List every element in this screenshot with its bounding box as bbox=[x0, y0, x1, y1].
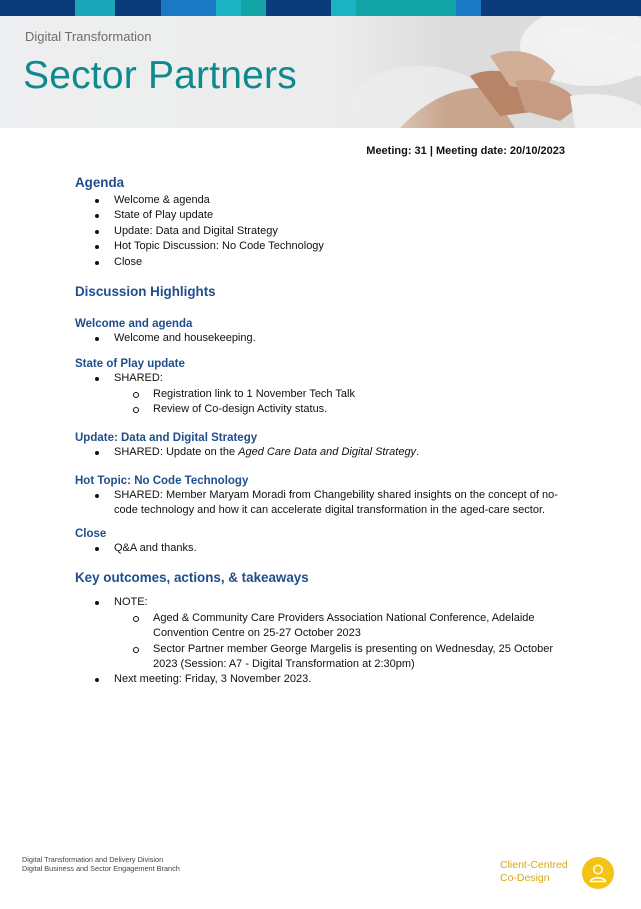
no-code-list bbox=[75, 488, 565, 519]
sub-list-item: Review of Co-design Activity status. bbox=[75, 402, 565, 417]
list-item: NOTE: bbox=[75, 595, 565, 610]
strip-segment bbox=[75, 0, 115, 16]
list-item: Next meeting: Friday, 3 November 2023. bbox=[75, 672, 565, 687]
agenda-heading: Agenda bbox=[75, 175, 125, 190]
strip-segment bbox=[456, 0, 481, 16]
item-text: . bbox=[416, 445, 420, 458]
welcome-list bbox=[75, 331, 565, 346]
discussion-heading: Discussion Highlights bbox=[75, 284, 216, 300]
document-body bbox=[75, 175, 565, 688]
list-item: Q&A and thanks. bbox=[75, 541, 565, 556]
list-item: Welcome & agenda bbox=[75, 193, 565, 208]
header-color-strip bbox=[0, 0, 641, 16]
item-line: Aged & Community Care Providers Association National Conference, Adelaide bbox=[153, 611, 535, 624]
list-item bbox=[75, 488, 565, 519]
list-item: Welcome and housekeeping. bbox=[75, 331, 565, 346]
state-of-play-subheading: State of Play update bbox=[75, 358, 185, 371]
page-title: Sector Partners bbox=[23, 54, 297, 97]
outcomes-heading: Key outcomes, actions, & takeaways bbox=[75, 570, 309, 586]
strip-segment bbox=[481, 0, 641, 16]
welcome-subheading: Welcome and agenda bbox=[75, 318, 193, 331]
page-kicker: Digital Transformation bbox=[25, 29, 152, 44]
list-item: Close bbox=[75, 255, 565, 270]
strategy-title: Aged Care Data and Digital Strategy bbox=[238, 445, 417, 458]
close-list bbox=[75, 541, 565, 556]
brand-line: Client-Centred bbox=[500, 859, 568, 871]
sub-list-item bbox=[75, 611, 565, 642]
list-item: SHARED: bbox=[75, 371, 565, 386]
item-line: SHARED: Member Maryam Moradi from Changebility shared insights on the concept of no- bbox=[114, 489, 558, 502]
outcomes-list bbox=[75, 595, 565, 687]
no-code-subheading: Hot Topic: No Code Technology bbox=[75, 475, 249, 488]
hands-together-photo bbox=[340, 16, 641, 128]
list-item: Hot Topic Discussion: No Code Technology bbox=[75, 239, 565, 254]
list-item bbox=[75, 445, 565, 460]
list-item: Update: Data and Digital Strategy bbox=[75, 224, 565, 239]
item-line: Sector Partner member George Margelis is presenting on Wednesday, 25 October bbox=[153, 642, 554, 655]
item-text: SHARED: Update on the bbox=[114, 445, 239, 458]
strip-segment bbox=[331, 0, 356, 16]
strip-segment bbox=[161, 0, 216, 16]
close-subheading: Close bbox=[75, 527, 107, 540]
header-banner bbox=[0, 16, 641, 128]
meeting-info: Meeting: 31 | Meeting date: 20/10/2023 bbox=[366, 145, 565, 157]
footer-org bbox=[22, 855, 180, 873]
strip-segment bbox=[0, 0, 75, 16]
item-line: Convention Centre on 25-27 October 2023 bbox=[153, 627, 361, 640]
data-strategy-subheading: Update: Data and Digital Strategy bbox=[75, 431, 258, 444]
footer-branch: Digital Business and Sector Engagement Branch bbox=[22, 864, 180, 873]
strip-segment bbox=[266, 0, 331, 16]
data-strategy-list bbox=[75, 445, 565, 460]
sub-list-item bbox=[75, 642, 565, 673]
strip-segment bbox=[115, 0, 161, 16]
brand-line: Co-Design bbox=[500, 872, 550, 884]
list-item: State of Play update bbox=[75, 208, 565, 223]
strip-segment bbox=[216, 0, 241, 16]
sub-list-item: Registration link to 1 November Tech Talk bbox=[75, 387, 565, 402]
state-of-play-list bbox=[75, 371, 565, 417]
strip-segment bbox=[356, 0, 456, 16]
agenda-list bbox=[75, 193, 565, 270]
strip-segment bbox=[241, 0, 266, 16]
person-icon bbox=[582, 857, 614, 889]
footer-division: Digital Transformation and Delivery Division bbox=[22, 855, 164, 864]
item-line: code technology and how it can accelerate digital transformation in the aged-care sector. bbox=[114, 504, 546, 517]
footer-brand bbox=[500, 859, 568, 885]
item-line: 2023 (Session: A7 - Digital Transformation at 2:30pm) bbox=[153, 657, 415, 670]
